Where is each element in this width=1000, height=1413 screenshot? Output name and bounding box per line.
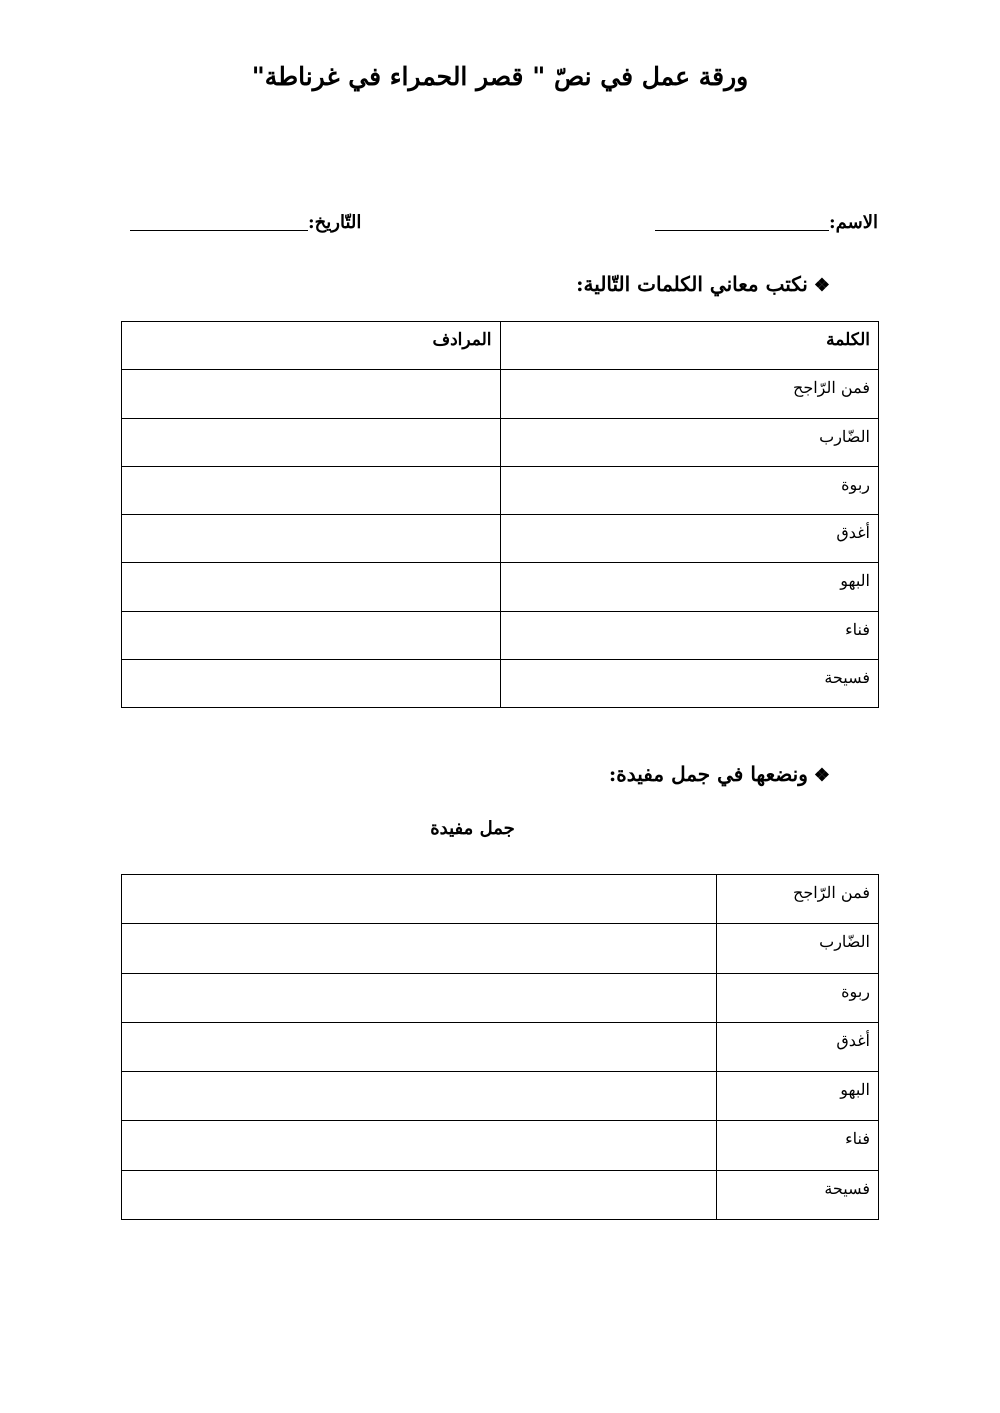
word-cell: ربوة <box>500 466 878 514</box>
section-heading-text: ونضعها في جمل مفيدة: <box>608 762 808 786</box>
word-cell: فسيحة <box>717 1170 879 1219</box>
synonym-answer-cell[interactable] <box>122 418 501 466</box>
synonym-answer-cell[interactable] <box>122 370 501 418</box>
name-field[interactable] <box>655 212 878 233</box>
table-row <box>122 1170 879 1219</box>
table-row <box>122 418 879 466</box>
word-cell: فناء <box>500 611 878 659</box>
date-blank-line[interactable] <box>130 230 308 231</box>
word-cell: أغدق <box>717 1022 879 1071</box>
name-blank-line[interactable] <box>655 230 829 231</box>
sentences-table <box>121 874 879 1220</box>
header-synonym: المرادف <box>122 322 501 370</box>
sentence-answer-cell[interactable] <box>122 973 717 1022</box>
name-label: الاسم: <box>829 212 878 233</box>
word-cell: فناء <box>717 1121 879 1170</box>
table-row <box>122 973 879 1022</box>
word-cell: الضّارب <box>717 924 879 973</box>
sentence-answer-cell[interactable] <box>122 924 717 973</box>
table-header-row <box>122 322 879 370</box>
word-cell: أغدق <box>500 515 878 563</box>
header-word: الكلمة <box>500 322 878 370</box>
table-row <box>122 1121 879 1170</box>
word-cell: فمن الرّاجح <box>500 370 878 418</box>
sentence-answer-cell[interactable] <box>122 875 717 924</box>
table-row <box>122 370 879 418</box>
synonym-answer-cell[interactable] <box>122 611 501 659</box>
date-label: التّاريخ: <box>308 212 362 233</box>
sentence-answer-cell[interactable] <box>122 1022 717 1071</box>
date-field[interactable] <box>130 212 361 233</box>
section-heading-sentences <box>609 762 830 786</box>
section-heading-text: نكتب معاني الكلمات التّالية: <box>576 272 808 296</box>
table-row <box>122 611 879 659</box>
synonym-answer-cell[interactable] <box>122 515 501 563</box>
section-heading-meanings <box>576 272 830 296</box>
word-cell: فمن الرّاجح <box>717 875 879 924</box>
table-row <box>122 1022 879 1071</box>
table-row <box>122 466 879 514</box>
synonym-answer-cell[interactable] <box>122 563 501 611</box>
table-row <box>122 515 879 563</box>
word-cell: فسيحة <box>500 660 878 708</box>
word-cell: ربوة <box>717 973 879 1022</box>
word-cell: الضّارب <box>500 418 878 466</box>
worksheet-title: ورقة عمل في نصّ " قصر الحمراء في غرناطة" <box>251 62 749 91</box>
sentence-answer-cell[interactable] <box>122 1121 717 1170</box>
table-row <box>122 1072 879 1121</box>
sentence-answer-cell[interactable] <box>122 1072 717 1121</box>
sentences-table-title: جمل مفيدة <box>430 818 515 839</box>
synonym-answer-cell[interactable] <box>122 466 501 514</box>
table-row <box>122 875 879 924</box>
table-row <box>122 924 879 973</box>
synonyms-table <box>121 321 879 708</box>
word-cell: البهو <box>500 563 878 611</box>
table-row <box>122 660 879 708</box>
word-cell: البهو <box>717 1072 879 1121</box>
synonym-answer-cell[interactable] <box>122 660 501 708</box>
table-row <box>122 563 879 611</box>
diamond-bullet-icon: ❖ <box>813 765 830 786</box>
diamond-bullet-icon: ❖ <box>813 275 830 296</box>
sentence-answer-cell[interactable] <box>122 1170 717 1219</box>
